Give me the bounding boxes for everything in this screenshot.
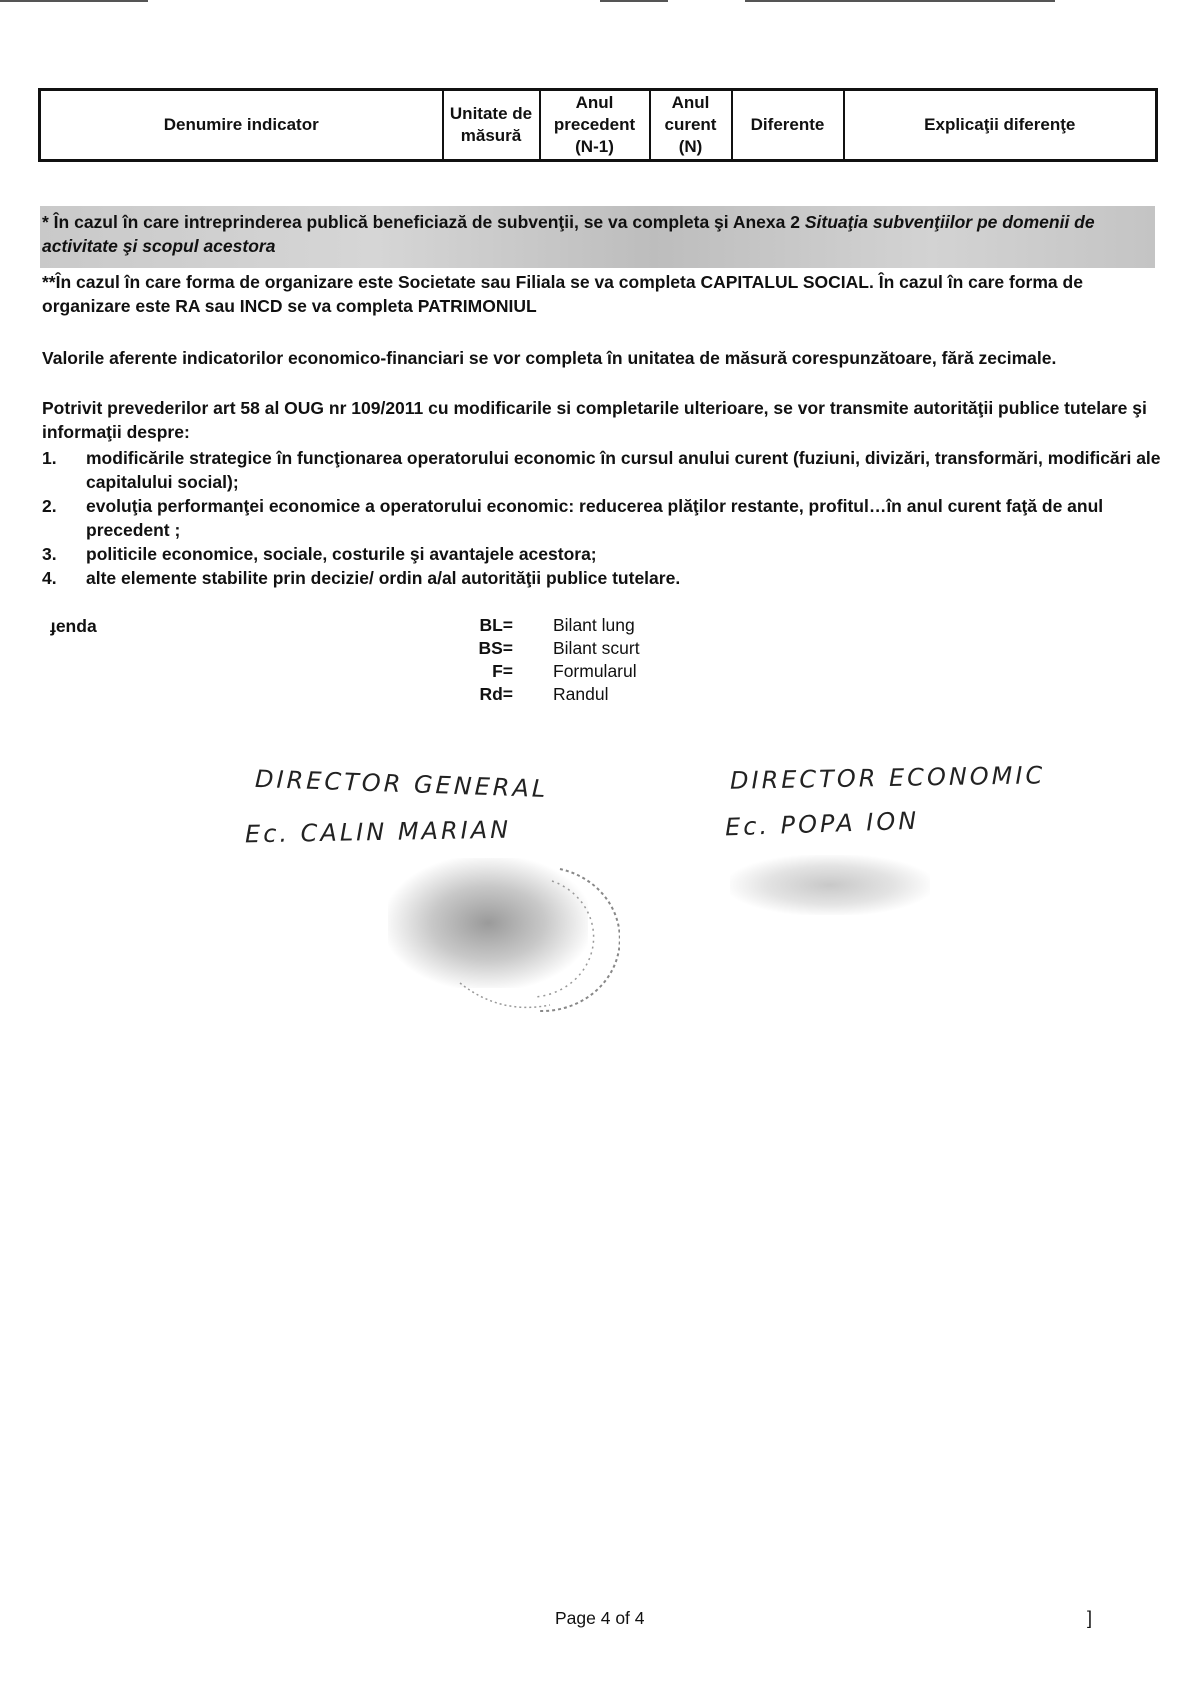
legend-key: F= bbox=[492, 661, 513, 681]
col-anul-precedent: Anul precedent (N-1) bbox=[540, 90, 650, 161]
indicator-table-header bbox=[38, 88, 1158, 162]
list-item-number: 3. bbox=[42, 544, 57, 564]
list-item-text: evoluţia performanţei economice a operatorului economic: reducerea plăţilor restante, profitul…în anul curent faţă de anul precedent ; bbox=[86, 496, 1104, 540]
col-explicatii-diferente: Explicaţii diferenţe bbox=[844, 90, 1157, 161]
col-denumire-indicator: Denumire indicator bbox=[40, 90, 443, 161]
paragraph-valori: Valorile aferente indicatorilor economico-financiari se vor completa în unitatea de măsură corespunzătoare, fără zecimale. bbox=[42, 348, 1057, 368]
top-rule-mid bbox=[600, 0, 668, 2]
signature-director-economic-name: Ec. POPA ION bbox=[724, 806, 920, 842]
signature-director-economic-title: DIRECTOR ECONOMIC bbox=[729, 761, 1046, 795]
col-diferente: Diferente bbox=[732, 90, 844, 161]
legend-value: Formularul bbox=[553, 661, 637, 681]
list-item-text: politicile economice, sociale, costurile şi avantajele acestora; bbox=[86, 544, 597, 564]
legend-title: ɟenda bbox=[50, 616, 97, 636]
legend-key: Rd= bbox=[479, 684, 513, 704]
legend-key: BL= bbox=[479, 615, 513, 635]
legend-value: Randul bbox=[553, 684, 609, 704]
list-item bbox=[42, 542, 1162, 566]
legend bbox=[455, 614, 640, 706]
list-item bbox=[42, 494, 1162, 542]
note-subventii bbox=[42, 210, 1152, 258]
list-item-text: modificările strategice în funcţionarea operatorului economic în cursul anului curent (fuziuni, divizări, transformări, modificări ale capitalului social); bbox=[86, 448, 1161, 492]
stamp-icon bbox=[440, 855, 620, 1015]
col-anul-curent: Anul curent (N) bbox=[650, 90, 732, 161]
information-list bbox=[42, 446, 1162, 590]
page-bracket: ] bbox=[1087, 1608, 1093, 1628]
paragraph-oug: Potrivit prevederilor art 58 al OUG nr 109/2011 cu modificarile si completarile ulterioare, se vor transmite autorităţii publice tutelare şi informaţii despre: bbox=[42, 398, 1147, 442]
col-unitate-masura: Unitate de măsură bbox=[443, 90, 540, 161]
legend-row bbox=[455, 637, 640, 660]
note-capital-social: **În cazul în care forma de organizare este Societate sau Filiala se va completa CAPITALUL SOCIAL. În cazul în care forma de organizare este RA sau INCD se va completa PATRIMONIUL bbox=[42, 272, 1083, 316]
list-item bbox=[42, 446, 1162, 494]
note-subventii-italic: Situaţia subvenţiilor pe domenii de activitate şi scopul acestora bbox=[42, 212, 1095, 256]
list-item bbox=[42, 566, 1162, 590]
signature-director-general-title: DIRECTOR GENERAL bbox=[254, 764, 549, 804]
note-subventii-text: * În cazul în care intreprinderea publică beneficiază de subvenţii, se va completa şi Anexa 2 bbox=[42, 212, 805, 232]
list-item-number: 4. bbox=[42, 568, 57, 588]
redacted-signature-right bbox=[730, 855, 930, 915]
legend-row bbox=[455, 614, 640, 637]
page-number: Page 4 of 4 bbox=[555, 1608, 645, 1628]
signature-director-general-name: Ec. CALIN MARIAN bbox=[244, 815, 512, 849]
legend-row bbox=[455, 683, 640, 706]
legend-value: Bilant lung bbox=[553, 615, 635, 635]
legend-row bbox=[455, 660, 640, 683]
list-item-text: alte elemente stabilite prin decizie/ ordin a/al autorităţii publice tutelare. bbox=[86, 568, 681, 588]
top-rule-left bbox=[0, 0, 148, 2]
list-item-number: 2. bbox=[42, 496, 57, 516]
list-item-number: 1. bbox=[42, 448, 57, 468]
legend-key: BS= bbox=[478, 638, 513, 658]
legend-value: Bilant scurt bbox=[553, 638, 640, 658]
top-rule-right bbox=[745, 0, 1055, 2]
